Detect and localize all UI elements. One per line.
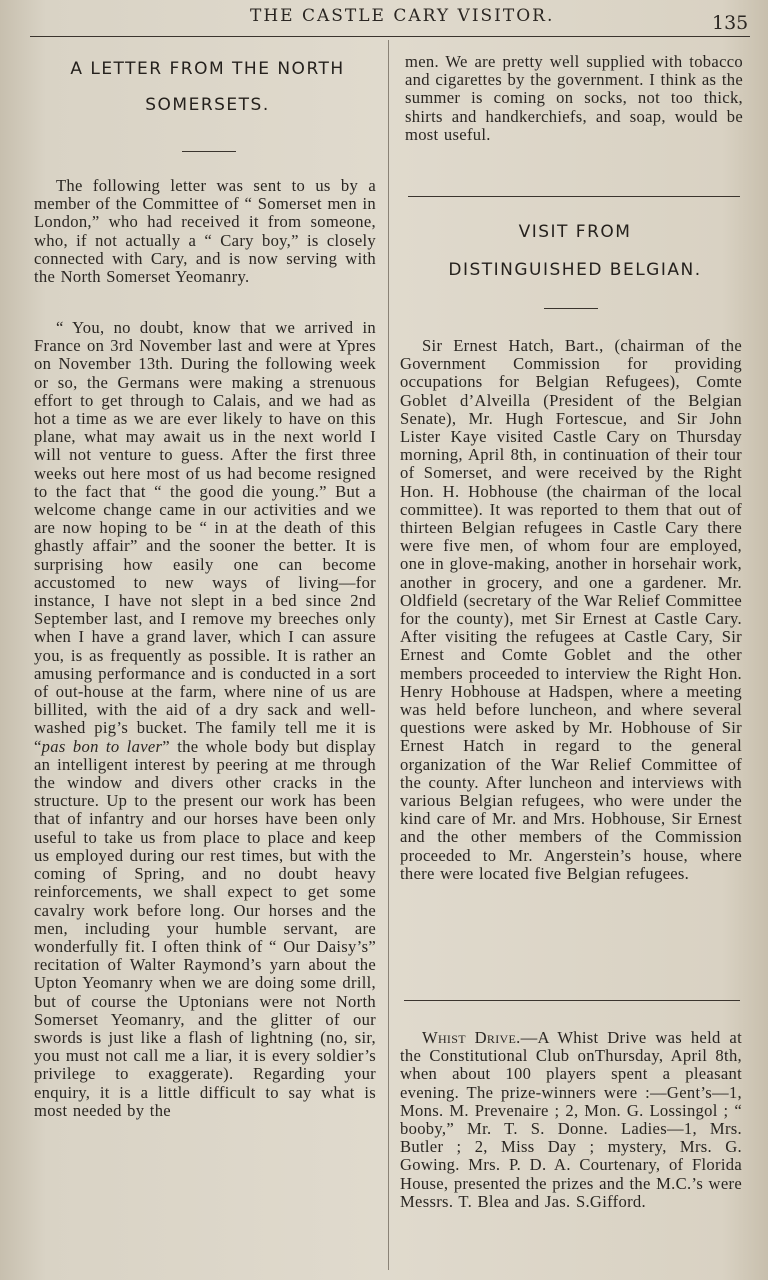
letter-title-rule [182, 151, 236, 152]
visit-title-rule [544, 308, 598, 309]
section-rule-2 [404, 1000, 740, 1001]
letter-article-title-line2: SOMERSETS. [145, 95, 270, 115]
whist-drive-heading: Whist Drive. [422, 1028, 521, 1047]
whist-drive-text: —A Whist Drive was held at the Constitutional Club onThursday, April 8th, when about 100 players spent a pleasant evening. The prize-winners were :—Gent’s—1, Mons. M. Prevenaire ; 2, Mon. G. Lossingol ; “ booby,” Mr. T. S. Donne. Ladies—1, Mrs. Butler ; 2, Miss Day ; mystery, Mrs. G. Gowing. Mrs. P. D. A. Courtenary, of Florida House, presented the prizes and the M.C.’s were Messrs. T. Blea and Jas. S.Gifford. [400, 1028, 742, 1211]
visit-article-title-line1: VISIT FROM [518, 222, 632, 242]
section-rule-1 [408, 196, 740, 197]
running-title: THE CASTLE CARY VISITOR. [250, 6, 555, 26]
letter-italic-phrase: pas bon to laver [41, 736, 163, 756]
page-number: 135 [712, 12, 749, 34]
letter-article-title-line1: A LETTER FROM THE NORTH [70, 59, 345, 79]
letter-body-paragraph [34, 319, 376, 1120]
letter-continuation-paragraph: men. We are pretty well supplied with tobacco and cigarettes by the government. I think as the summer is coming on socks, not too thick, shirts and handkerchiefs, and soap, would be most useful. [405, 52, 743, 144]
column-divider [388, 40, 389, 1270]
visit-body-paragraph: Sir Ernest Hatch, Bart., (chairman of the Government Commission for providing occupations for Belgian Refugees), Comte Goblet d’Alveilla (President of the Belgian Senate), Mr. Hugh Fortescue, and Sir John Lister Kaye visited Castle Cary on Thursday morning, April 8th, in continuation of their tour of Somerset, and were received by the Right Hon. H. Hobhouse (the chairman of the local committee). It was reported to them that out of thirteen Belgian refugees in Castle Cary there were five men, of whom four are employed, one in glove-making, another in horsehair work, another in grocery, and one a gardener. Mr. Oldfield (secretary of the War Relief Committee for the county), met Sir Ernest at Castle Cary. After visiting the refugees at Castle Cary, Sir Ernest and Comte Goblet and the other members proceeded to interview the Right Hon. Henry Hobhouse at Hadspen, where a meeting was held before luncheon, and where several questions were asked by Mr. Hobhouse of Sir Ernest Hatch in regard to the general organization of the War Relief Committee of the county. After luncheon and interviews with various Belgian refugees, who were under the kind care of Mr. and Mrs. Hobhouse, Sir Ernest and the other members of the Commission proceeded to Mr. Angerstein’s house, where there were located five Belgian refugees. [400, 336, 742, 883]
whist-drive-paragraph [400, 1029, 742, 1211]
visit-article-title-line2: DISTINGUISHED BELGIAN. [448, 260, 702, 280]
header-rule [30, 36, 750, 37]
letter-body-text-2: ” the whole body but display an intelligent interest by peering at me through the window and divers other cracks in the structure. Up to the present our work has been that of infantry and our horses have been only useful to take us from place to place and keep us employed during our rest times, but with the coming of Spring, and no doubt heavy reinforcements, we shall expect to get some cavalry work before long. Our horses and the men, including your humble servant, are wonderfully fit. I often think of “ Our Daisy’s” recitation of Walter Raymond’s yarn about the Upton Yeomanry when we are doing some drill, but of course the Uptonians were not North Somerset Yeomanry, and the glitter of our swords is just like a flash of lightning (no, sir, you must not call me a liar, it is every soldier’s privilege to exaggerate). Regarding your enquiry, it is a little difficult to say what is most needed by the [34, 736, 376, 1120]
letter-body-text-1: “ You, no doubt, know that we arrived in France on 3rd November last and were at Ypres on November 13th. During the following week or so, the Germans were making a strenuous effort to get through to Calais, and we had as hot a time as we are ever likely to have on this plane, what may await us in the next world I will not venture to guess. After the first three weeks out here most of us had become resigned to the fact that “ the good die young.” But a welcome change came in our activities and we are now hoping to be “ in at the death of this ghastly affair” and the sooner the better. It is surprising how easily one can become accustomed to new ways of living—for instance, I have not slept in a bed since 2nd September last, and I remove my breeches only when I have a grand laver, which I can assure you, is as frequently as possible. It is rather an amusing performance and is conducted in a sort of out-house at the farm, where nine of us are billited, with the aid of a dry sack and well-washed pig’s bucket. The family tell me it is “ [34, 318, 376, 756]
letter-intro-paragraph: The following letter was sent to us by a member of the Committee of “ Somerset men in London,” who had received it from someone, who, if not actually a “ Cary boy,” is closely connected with Cary, and is now serving with the North Somerset Yeomanry. [34, 176, 376, 287]
